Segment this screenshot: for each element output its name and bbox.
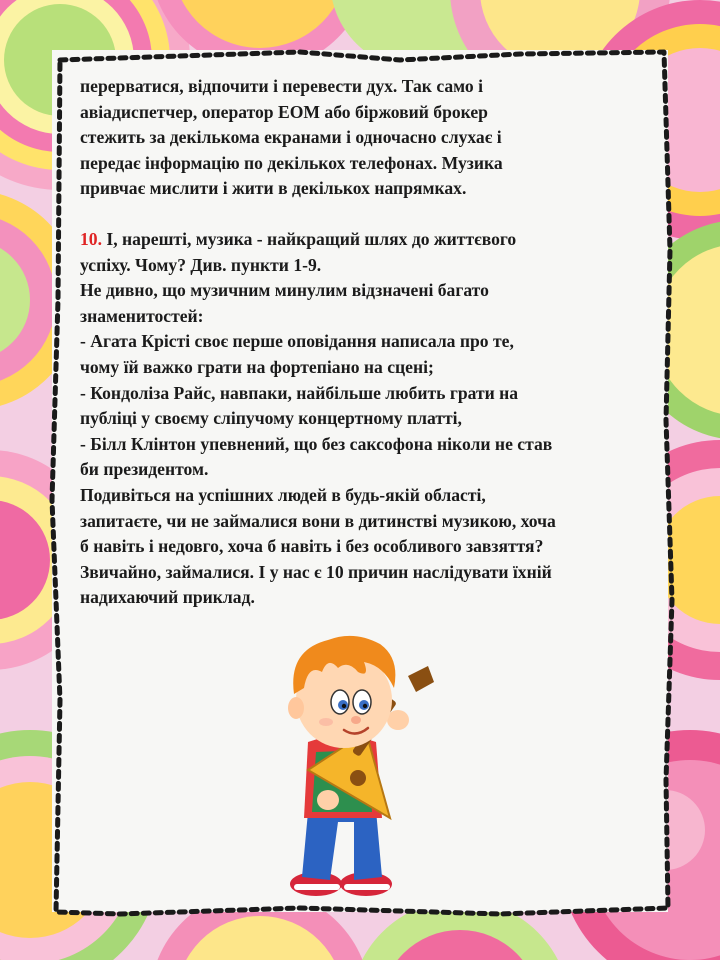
text-line: авіадиспетчер, оператор ЕОМ або біржовий брокер (80, 101, 488, 122)
text-line: б навіть і недовго, хоча б навіть і без особливого завзяття? (80, 536, 544, 557)
text-line: чому їй важко грати на фортепіано на сцені; (80, 356, 434, 377)
jeans (302, 810, 382, 880)
point-number: 10. (80, 228, 102, 249)
text-line: би президентом. (80, 459, 209, 480)
text-line: Подивіться на успішних людей в будь-якій області, (80, 484, 486, 505)
text-line: успіху. Чому? Див. пункти 1-9. (80, 254, 322, 275)
boy-with-balalaika-illustration (258, 622, 478, 902)
text-line: Звичайно, займалися. І у нас є 10 причин наслідувати їхній (80, 561, 552, 582)
text-line: публіці у своєму сліпучому концертному платті, (80, 408, 462, 429)
text-line: надихаючий приклад. (80, 587, 255, 608)
text-line: знаменитостей: (80, 305, 204, 326)
text-line: привчає мислити і жити в декількох напрямках. (80, 178, 467, 199)
text-line: - Кондоліза Райс, навпаки, найбільше любить грати на (80, 382, 519, 403)
text-line: запитаєте, чи не займалися вони в дитинстві музикою, хоча (80, 510, 556, 531)
balalaika-head (408, 666, 434, 692)
point-10-line (80, 227, 660, 253)
text-line: Не дивно, що музичним минулим відзначені багато (80, 280, 489, 301)
text-line: стежить за декількома екранами і одночасно слухає і (80, 127, 502, 148)
article-text (80, 74, 660, 611)
text-line: передає інформацію по декількох телефонах. Музика (80, 152, 503, 173)
text-line: - Агата Крісті своє перше оповідання написала про те, (80, 331, 514, 352)
text-line: перерватися, відпочити і перевести дух. Так само і (80, 76, 483, 96)
text-line: - Білл Клінтон упевнений, що без саксофона ніколи не став (80, 433, 553, 454)
point-text: І, нарешті, музика - найкращий шлях до життєвого (102, 228, 517, 249)
